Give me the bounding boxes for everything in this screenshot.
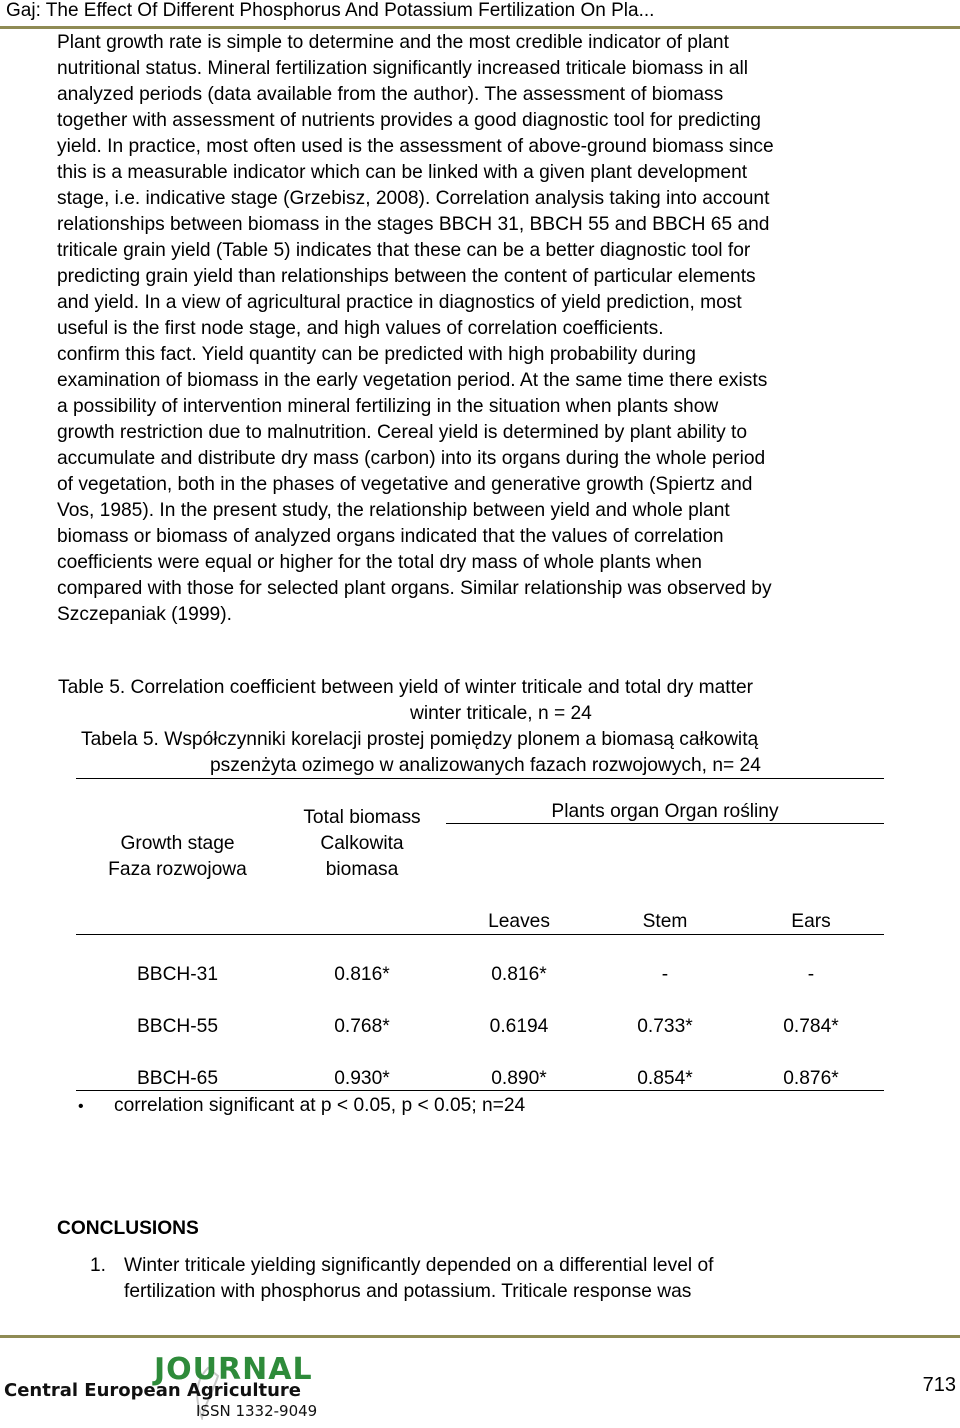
body-line: coefficients were equal or higher for the total dry mass of whole plants when xyxy=(57,552,702,573)
body-line: examination of biomass in the early vegetation period. At the same time there exists xyxy=(57,370,768,391)
table-cell-leaves: 0.6194 xyxy=(489,1016,549,1037)
header-text: Total biomass xyxy=(303,807,421,828)
footnote-text: correlation significant at p < 0.05, p < 0.05; n=24 xyxy=(114,1095,526,1116)
body-line: Plant growth rate is simple to determine and the most credible indicator of plant xyxy=(57,32,729,53)
item-line: Winter triticale yielding significantly depended on a differential level of xyxy=(124,1255,714,1276)
table-cell-leaves: 0.816* xyxy=(491,964,547,985)
logo-journal-name: Central European Agriculture xyxy=(4,1380,301,1401)
logo-journal-word: JOURNAL xyxy=(154,1352,313,1387)
header-text: Faza rozwojowa xyxy=(108,859,247,880)
item-number: 1. xyxy=(90,1255,107,1276)
item-line: fertilization with phosphorus and potassium. Triticale response was xyxy=(124,1281,692,1302)
header-ears: Ears xyxy=(791,911,831,932)
caption-line: pszenżyta ozimego w analizowanych fazach rozwojowych, n= 24 xyxy=(210,755,761,776)
body-line: yield. In practice, most often used is the assessment of above-ground biomass since xyxy=(57,136,774,157)
table-cell-ears: 0.876* xyxy=(783,1068,839,1089)
table-caption-polish xyxy=(57,727,887,779)
table-cell-stem: 0.733* xyxy=(637,1016,693,1037)
header-text: biomasa xyxy=(325,859,399,880)
header-text: Calkowita xyxy=(320,833,404,854)
body-line: predicting grain yield than relationships between the content of particular elements xyxy=(57,266,756,287)
table-cell-stage: BBCH-65 xyxy=(136,1068,219,1089)
header-leaves: Leaves xyxy=(488,911,550,932)
page-number: 713 xyxy=(922,1374,956,1396)
caption-line: winter triticale, n = 24 xyxy=(410,703,592,724)
table-cell-stage: BBCH-31 xyxy=(136,964,219,985)
logo-issn: ISSN 1332-9049 xyxy=(196,1402,318,1420)
caption-line: Tabela 5. Współczynniki korelacji prostej pomiędzy plonem a biomasą całkowitą xyxy=(81,729,759,750)
body-line: stage, i.e. indicative stage (Grzebisz, 2008). Correlation analysis taking into account xyxy=(57,188,770,209)
table-cell-total: 0.930* xyxy=(334,1068,390,1089)
body-line: compared with those for selected plant organs. Similar relationship was observed by xyxy=(57,578,772,599)
header-text: Growth stage xyxy=(120,833,235,854)
body-line: Szczepaniak (1999). xyxy=(57,604,232,625)
table-cell-leaves: 0.890* xyxy=(491,1068,547,1089)
header-stem: Stem xyxy=(642,911,688,932)
body-line: of vegetation, both in the phases of vegetative and generative growth (Spiertz and xyxy=(57,474,753,495)
table-cell-stage: BBCH-55 xyxy=(136,1016,219,1037)
body-line: a possibility of intervention mineral fertilizing in the situation when plants show xyxy=(57,396,719,417)
table-cell-ears: 0.784* xyxy=(783,1016,839,1037)
conclusions-heading: CONCLUSIONS xyxy=(57,1218,199,1239)
body-paragraph xyxy=(57,30,907,628)
table-cell-total: 0.816* xyxy=(334,964,390,985)
table-cell-total: 0.768* xyxy=(334,1016,390,1037)
body-line: analyzed periods (data available from the author). The assessment of biomass xyxy=(57,84,724,105)
caption-line: Table 5. Correlation coefficient between yield of winter triticale and total dry matter xyxy=(58,677,754,698)
body-line: confirm this fact. Yield quantity can be predicted with high probability during xyxy=(57,344,696,365)
table-top-rule xyxy=(76,778,884,779)
body-line: growth restriction due to malnutrition. Cereal yield is determined by plant ability to xyxy=(57,422,748,443)
header-growth-stage xyxy=(80,831,275,883)
body-line: useful is the first node stage, and high values of correlation coefficients. xyxy=(57,318,664,339)
body-line: together with assessment of nutrients provides a good diagnostic tool for predicting xyxy=(57,110,761,131)
body-line: this is a measurable indicator which can be linked with a given plant development xyxy=(57,162,748,183)
item-text xyxy=(124,1253,713,1305)
body-line: and yield. In a view of agricultural practice in diagnostics of yield prediction, most xyxy=(57,292,742,313)
bullet-icon: • xyxy=(78,1098,84,1115)
table-footnote xyxy=(78,1093,525,1120)
table-caption-english xyxy=(57,675,887,727)
body-line: nutritional status. Mineral fertilization significantly increased triticale biomass in all xyxy=(57,58,749,79)
table-cell-stem: - xyxy=(661,964,669,985)
table-cell-ears: - xyxy=(807,964,815,985)
body-line: relationships between biomass in the stages BBCH 31, BBCH 55 and BBCH 65 and xyxy=(57,214,770,235)
header-divider xyxy=(0,26,960,29)
header-total-biomass xyxy=(282,805,442,883)
body-line: accumulate and distribute dry mass (carbon) into its organs during the whole period xyxy=(57,448,766,469)
header-plant-organs: Plants organ Organ rośliny xyxy=(551,801,779,822)
body-line: triticale grain yield (Table 5) indicates that these can be a better diagnostic tool for xyxy=(57,240,751,261)
footer-divider xyxy=(0,1335,960,1338)
journal-logo xyxy=(4,1352,344,1424)
body-line: Vos, 1985). In the present study, the relationship between yield and whole plant xyxy=(57,500,730,521)
table-cell-stem: 0.854* xyxy=(637,1068,693,1089)
body-line: biomass or biomass of analyzed organs indicated that the values of correlation xyxy=(57,526,724,547)
running-header: Gaj: The Effect Of Different Phosphorus And Potassium Fertilization On Pla... xyxy=(6,0,655,21)
